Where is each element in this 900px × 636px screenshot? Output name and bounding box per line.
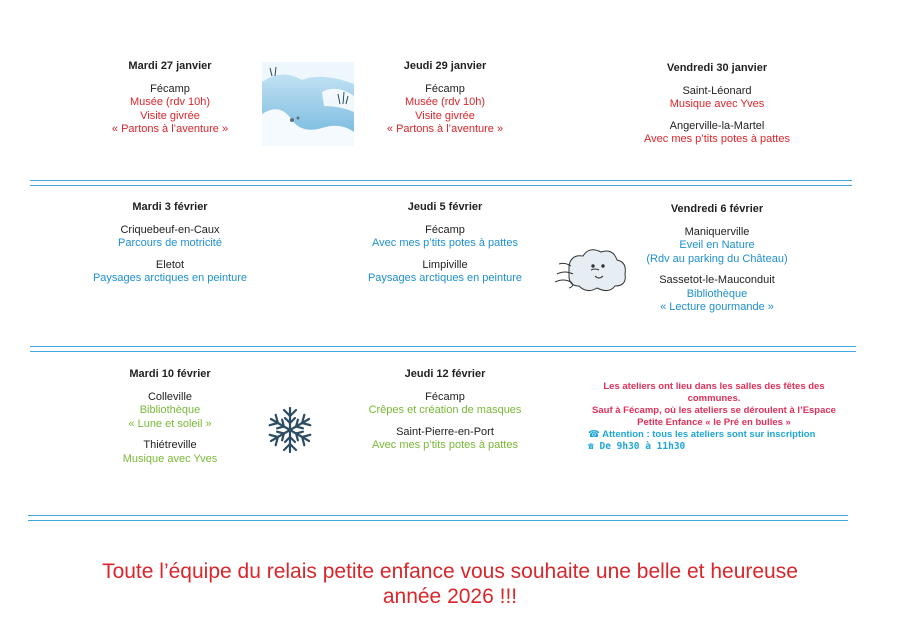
town: Maniquerville — [684, 225, 750, 238]
separator-line — [30, 351, 856, 352]
day-title: Mardi 3 février — [132, 201, 208, 213]
day-jeudi-29-janvier — [365, 60, 525, 145]
phone-icon: ☎ — [588, 441, 594, 452]
separator-line — [28, 520, 848, 521]
activity: Musique avec Yves — [669, 98, 765, 110]
info-note — [578, 381, 850, 453]
activity: Paysages arctiques en peinture — [92, 272, 248, 284]
activity: Musique avec Yves — [122, 452, 218, 465]
day-jeudi-12-fevrier — [355, 368, 535, 461]
day-mardi-3-fevrier — [80, 201, 260, 294]
day-mardi-10-fevrier — [80, 368, 260, 474]
activity: Avec mes p’tits potes à pattes — [644, 133, 790, 145]
note-line: Sauf à Fécamp, où les ateliers se déroulent à l’Espace Petite Enfance « le Pré en bulles » — [592, 405, 836, 428]
activity: « Lune et soleil » — [128, 417, 212, 430]
activity: Bibliothèque — [139, 404, 201, 416]
greeting-line: année 2026 !!! — [382, 585, 518, 608]
snowflake-icon — [264, 404, 316, 456]
note-line-inscription — [578, 429, 850, 441]
day-vendredi-30-janvier — [617, 62, 817, 155]
winter-landscape-icon — [262, 62, 354, 146]
town: Fécamp — [425, 390, 465, 403]
day-title: Mardi 27 janvier — [128, 60, 212, 72]
activity: Musée (rdv 10h) — [129, 96, 211, 108]
note-text: Attention : tous les ateliers sont sur inscription — [602, 429, 816, 440]
day-jeudi-5-fevrier — [355, 201, 535, 294]
town: Sassetot-le-Mauconduit — [659, 274, 775, 286]
phone-icon: ☎ — [588, 429, 600, 440]
town: Fécamp — [150, 82, 190, 95]
activity: Bibliothèque — [686, 287, 748, 300]
day-title: Vendredi 30 janvier — [666, 62, 768, 74]
separator-line — [30, 185, 852, 186]
day-title: Jeudi 29 janvier — [403, 60, 487, 72]
activity: Musée (rdv 10h) — [404, 96, 486, 108]
activity: Paysages arctiques en peinture — [367, 272, 523, 284]
day-title: Vendredi 6 février — [670, 203, 764, 215]
activity: Crêpes et création de masques — [368, 404, 522, 416]
town: Limpiville — [422, 258, 468, 271]
note-line: Les ateliers ont lieu dans les salles des fêtes des communes. — [603, 381, 825, 404]
activity: Avec mes p’tits potes à pattes — [372, 439, 518, 451]
day-mardi-27-janvier — [90, 60, 250, 145]
day-title: Jeudi 5 février — [407, 201, 483, 213]
activity: « Partons à l’aventure » — [111, 123, 229, 135]
separator-line — [30, 180, 852, 181]
note-line-hours — [578, 441, 850, 453]
town: Thiétreville — [143, 439, 197, 451]
activity: « Lecture gourmande » — [660, 301, 774, 313]
activity: Visite givrée — [140, 109, 200, 122]
separator-line — [28, 515, 848, 516]
town: Fécamp — [425, 82, 465, 95]
activity: (Rdv au parking du Château) — [646, 252, 788, 265]
town: Saint-Pierre-en-Port — [396, 425, 494, 438]
town: Criquebeuf-en-Caux — [120, 223, 220, 236]
day-vendredi-6-fevrier — [617, 203, 817, 323]
activity: Visite givrée — [415, 109, 475, 122]
activity: « Partons à l’aventure » — [386, 123, 504, 135]
town: Angerville-la-Martel — [669, 119, 765, 132]
day-title: Mardi 10 février — [129, 368, 211, 380]
town: Fécamp — [425, 223, 465, 236]
town: Colleville — [147, 390, 193, 403]
greeting-footer — [0, 559, 900, 609]
day-title: Jeudi 12 février — [404, 368, 486, 380]
note-text: De 9h30 à 11h30 — [599, 441, 686, 452]
activity: Parcours de motricité — [118, 237, 222, 249]
greeting-line: Toute l’équipe du relais petite enfance vous souhaite une belle et heureuse — [102, 560, 798, 583]
separator-line — [30, 346, 856, 347]
activity: Avec mes p’tits potes à pattes — [372, 237, 518, 249]
activity: Eveil en Nature — [679, 239, 755, 251]
town: Eletot — [155, 258, 185, 271]
town: Saint-Léonard — [682, 84, 752, 97]
